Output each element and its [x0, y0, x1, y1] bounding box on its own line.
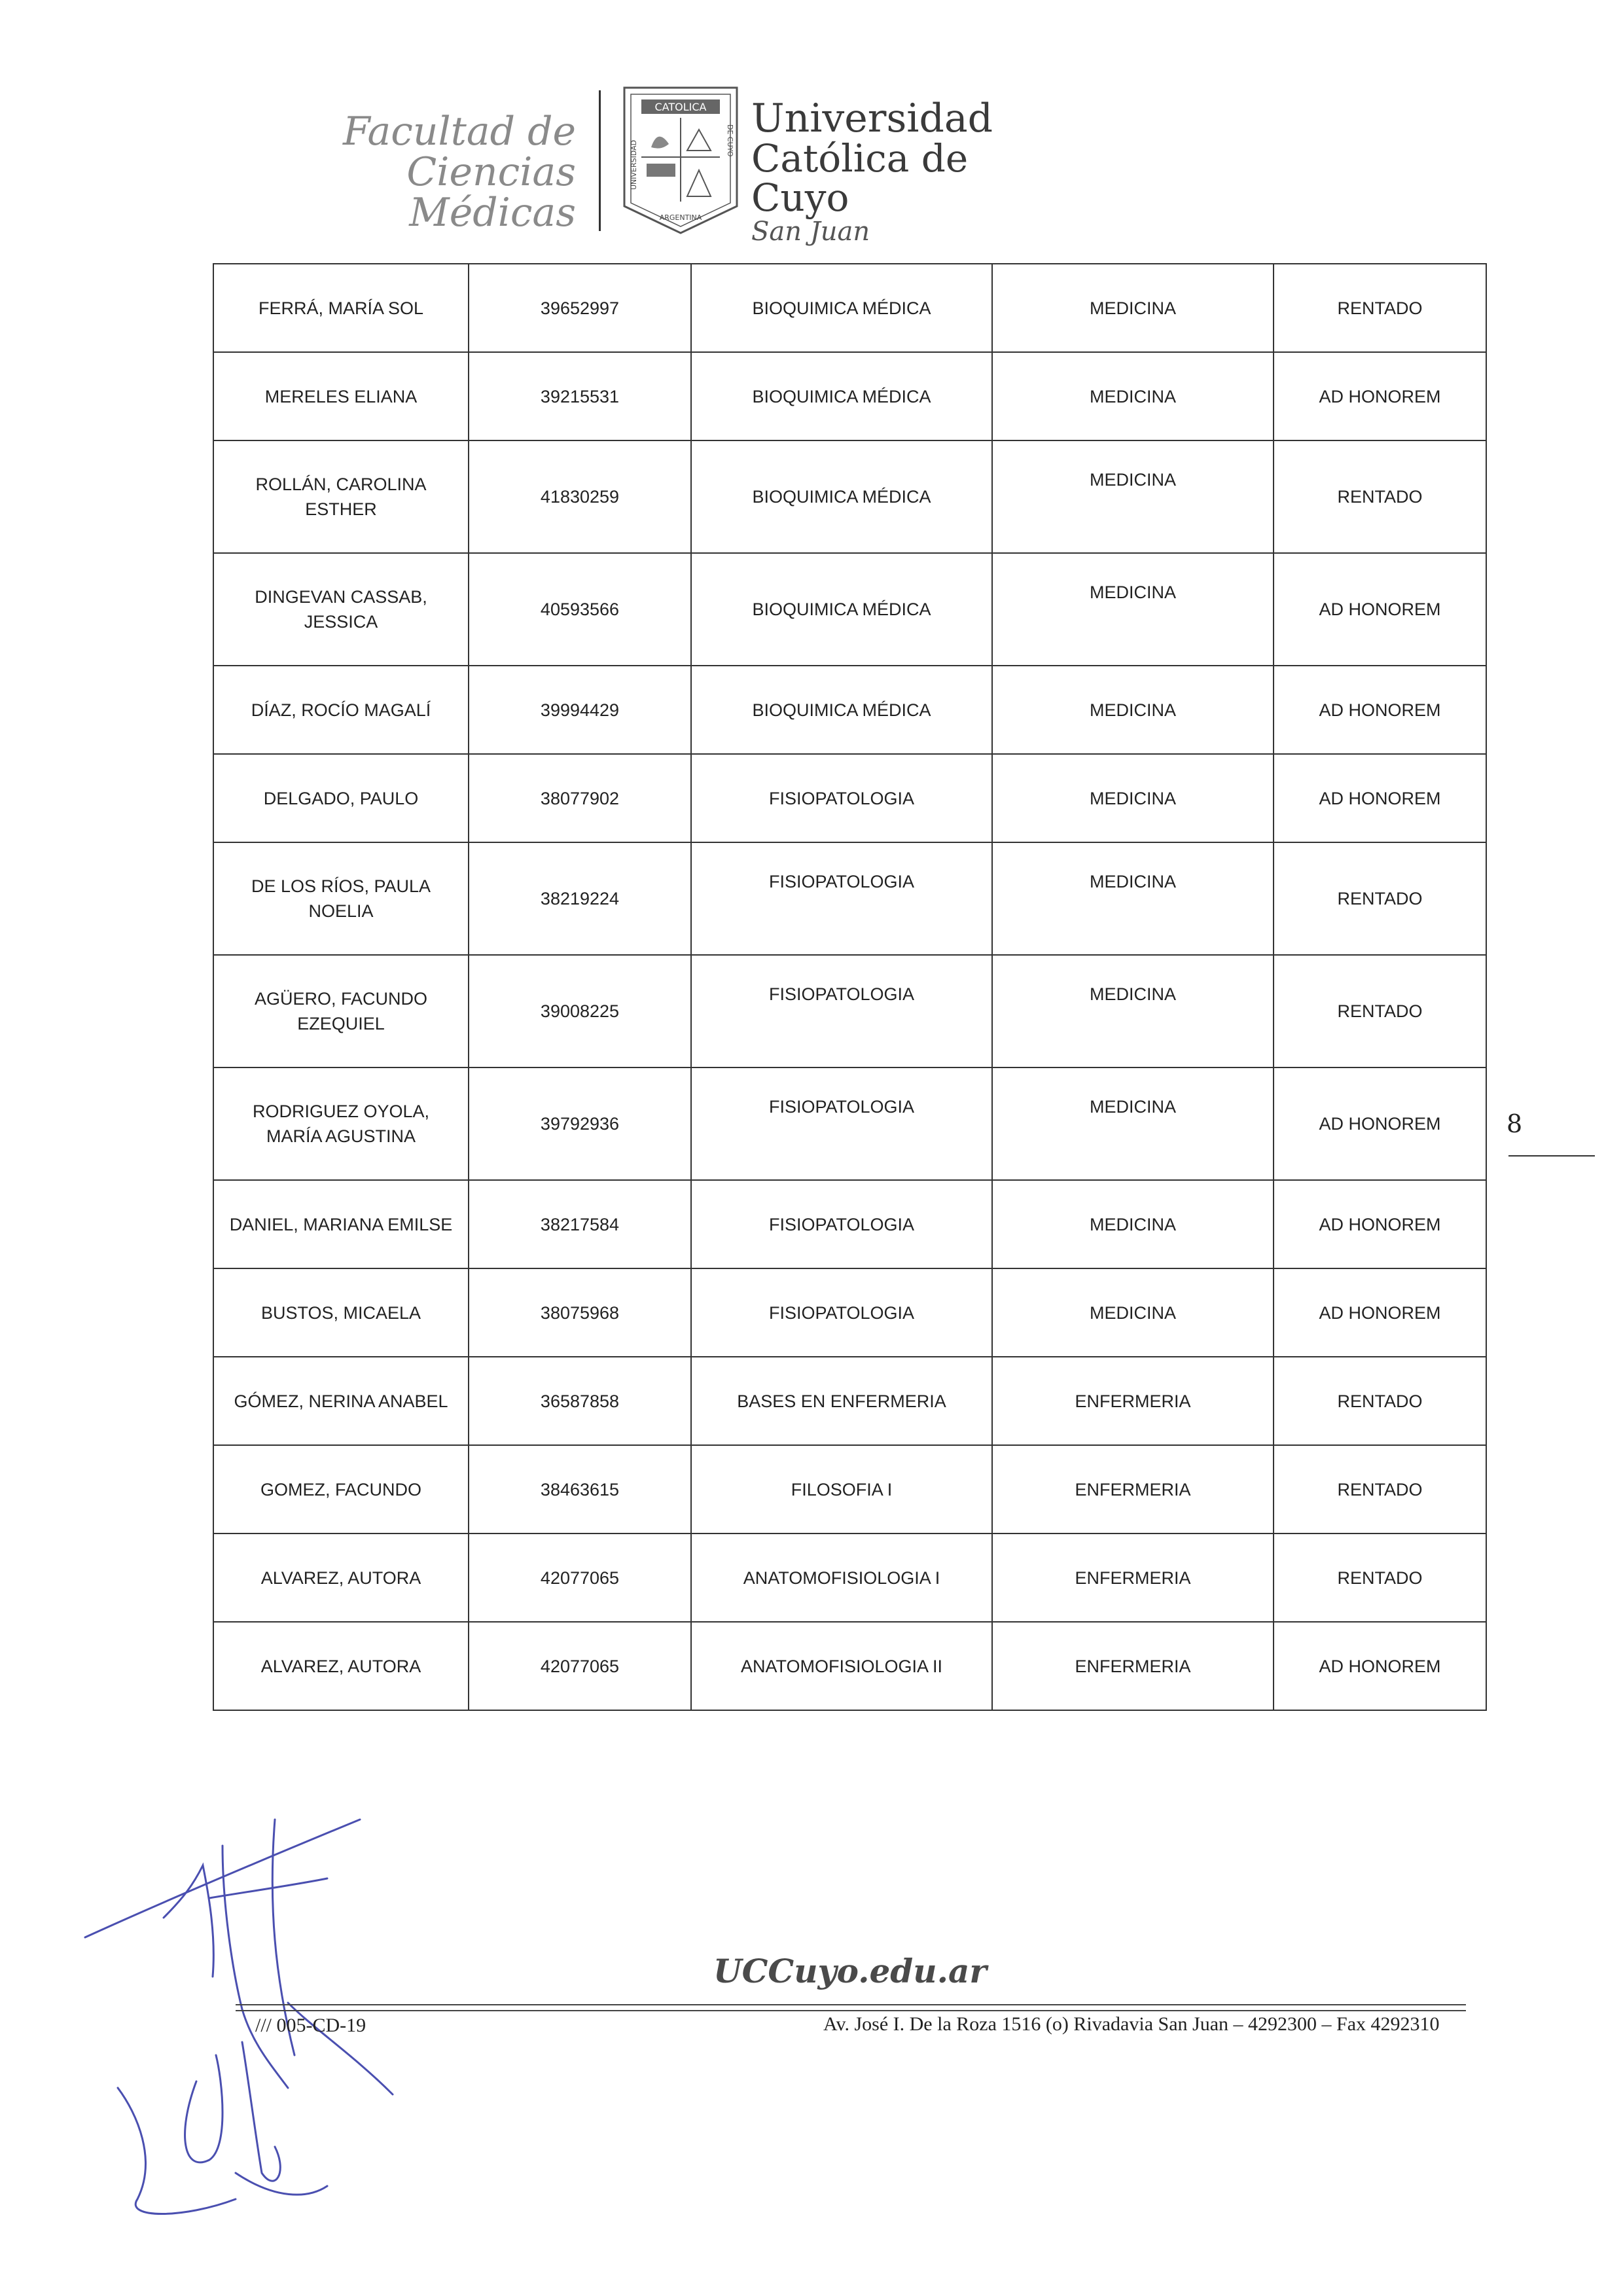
cell-status: AD HONOREM	[1274, 1268, 1486, 1357]
cell-name: ROLLÁN, CAROLINA ESTHER	[213, 440, 469, 553]
cell-career: ENFERMERIA	[992, 1534, 1274, 1622]
cell-subject: BIOQUIMICA MÉDICA	[691, 553, 992, 666]
university-crest-logo	[622, 85, 740, 236]
cell-subject: BIOQUIMICA MÉDICA	[691, 666, 992, 754]
cell-dni: 38075968	[469, 1268, 691, 1357]
table-row	[213, 1622, 1486, 1710]
table-row	[213, 264, 1486, 352]
cell-status: AD HONOREM	[1274, 666, 1486, 754]
cell-status: RENTADO	[1274, 842, 1486, 955]
table-row	[213, 1534, 1486, 1622]
svg-text:ARGENTINA: ARGENTINA	[659, 213, 702, 222]
cell-name: DANIEL, MARIANA EMILSE	[213, 1180, 469, 1268]
address-line: Av. José I. De la Roza 1516 (o) Rivadavia San Juan – 4292300 – Fax 4292310	[823, 2013, 1440, 2035]
table-row	[213, 1180, 1486, 1268]
table-row	[213, 1067, 1486, 1180]
cell-subject: BIOQUIMICA MÉDICA	[691, 352, 992, 440]
cell-name: ALVAREZ, AUTORA	[213, 1534, 469, 1622]
university-name-line1: Universidad	[751, 96, 993, 141]
cell-dni: 41830259	[469, 440, 691, 553]
cell-dni: 39994429	[469, 666, 691, 754]
table-row	[213, 553, 1486, 666]
cell-career: MEDICINA	[992, 666, 1274, 754]
table-row	[213, 1445, 1486, 1534]
staff-table-body	[213, 264, 1486, 1710]
cell-name: ALVAREZ, AUTORA	[213, 1622, 469, 1710]
cell-name: FERRÁ, MARÍA SOL	[213, 264, 469, 352]
cell-name: DÍAZ, ROCÍO MAGALÍ	[213, 666, 469, 754]
cell-subject: FISIOPATOLOGIA	[691, 754, 992, 842]
cell-subject: ANATOMOFISIOLOGIA II	[691, 1622, 992, 1710]
cell-status: AD HONOREM	[1274, 1622, 1486, 1710]
cell-name: DINGEVAN CASSAB, JESSICA	[213, 553, 469, 666]
cell-status: AD HONOREM	[1274, 1067, 1486, 1180]
cell-dni: 38219224	[469, 842, 691, 955]
cell-career: ENFERMERIA	[992, 1357, 1274, 1445]
cell-subject: FISIOPATOLOGIA	[691, 1067, 992, 1180]
cell-career: MEDICINA	[992, 1268, 1274, 1357]
table-row	[213, 842, 1486, 955]
staff-table	[213, 263, 1487, 1711]
cell-dni: 42077065	[469, 1622, 691, 1710]
cell-subject: FISIOPATOLOGIA	[691, 1180, 992, 1268]
cell-name: MERELES ELIANA	[213, 352, 469, 440]
cell-dni: 36587858	[469, 1357, 691, 1445]
cell-name: RODRIGUEZ OYOLA, MARÍA AGUSTINA	[213, 1067, 469, 1180]
cell-career: MEDICINA	[992, 754, 1274, 842]
cell-dni: 39215531	[469, 352, 691, 440]
cell-dni: 38077902	[469, 754, 691, 842]
table-row	[213, 440, 1486, 553]
table-row	[213, 754, 1486, 842]
cell-name: DELGADO, PAULO	[213, 754, 469, 842]
cell-career: MEDICINA	[992, 553, 1274, 666]
cell-status: AD HONOREM	[1274, 1180, 1486, 1268]
cell-status: RENTADO	[1274, 264, 1486, 352]
cell-status: RENTADO	[1274, 440, 1486, 553]
university-name	[751, 98, 1047, 246]
cell-subject: ANATOMOFISIOLOGIA I	[691, 1534, 992, 1622]
cell-career: MEDICINA	[992, 842, 1274, 955]
table-row	[213, 352, 1486, 440]
cell-career: ENFERMERIA	[992, 1622, 1274, 1710]
cell-status: RENTADO	[1274, 1357, 1486, 1445]
cell-subject: BASES EN ENFERMERIA	[691, 1357, 992, 1445]
cell-status: RENTADO	[1274, 1445, 1486, 1534]
university-name-line2: Católica de Cuyo	[751, 136, 969, 220]
document-reference: /// 005-CD-19	[255, 2015, 366, 2036]
cell-dni: 38463615	[469, 1445, 691, 1534]
cell-dni: 38217584	[469, 1180, 691, 1268]
website-link[interactable]: UCCuyo.edu.ar	[713, 1952, 987, 1990]
table-row	[213, 955, 1486, 1067]
cell-name: GÓMEZ, NERINA ANABEL	[213, 1357, 469, 1445]
page-number-rule	[1508, 1155, 1595, 1157]
university-city: San Juan	[751, 217, 870, 247]
table-row	[213, 666, 1486, 754]
cell-subject: FISIOPATOLOGIA	[691, 1268, 992, 1357]
cell-name: GOMEZ, FACUNDO	[213, 1445, 469, 1534]
svg-text:DE CUYO: DE CUYO	[726, 124, 734, 157]
svg-text:CATOLICA: CATOLICA	[654, 101, 707, 113]
cell-status: RENTADO	[1274, 1534, 1486, 1622]
cell-name: BUSTOS, MICAELA	[213, 1268, 469, 1357]
cell-dni: 42077065	[469, 1534, 691, 1622]
cell-dni: 39008225	[469, 955, 691, 1067]
cell-dni: 40593566	[469, 553, 691, 666]
cell-dni: 39652997	[469, 264, 691, 352]
faculty-name	[196, 109, 576, 236]
faculty-name-line2: Médicas	[409, 190, 576, 236]
table-row	[213, 1268, 1486, 1357]
table-row	[213, 1357, 1486, 1445]
footer-rule	[236, 2004, 1466, 2011]
cell-status: AD HONOREM	[1274, 754, 1486, 842]
cell-subject: BIOQUIMICA MÉDICA	[691, 264, 992, 352]
cell-subject: FILOSOFIA I	[691, 1445, 992, 1534]
cell-career: MEDICINA	[992, 1067, 1274, 1180]
cell-subject: BIOQUIMICA MÉDICA	[691, 440, 992, 553]
cell-career: ENFERMERIA	[992, 1445, 1274, 1534]
cell-name: DE LOS RÍOS, PAULA NOELIA	[213, 842, 469, 955]
cell-career: MEDICINA	[992, 440, 1274, 553]
cell-dni: 39792936	[469, 1067, 691, 1180]
cell-career: MEDICINA	[992, 955, 1274, 1067]
cell-career: MEDICINA	[992, 1180, 1274, 1268]
svg-text:UNIVERSIDAD: UNIVERSIDAD	[630, 139, 638, 190]
cell-status: AD HONOREM	[1274, 352, 1486, 440]
cell-status: RENTADO	[1274, 955, 1486, 1067]
cell-career: MEDICINA	[992, 264, 1274, 352]
letterhead-divider	[599, 90, 601, 231]
cell-career: MEDICINA	[992, 352, 1274, 440]
cell-subject: FISIOPATOLOGIA	[691, 842, 992, 955]
faculty-name-line1: Facultad de Ciencias	[342, 109, 576, 195]
cell-subject: FISIOPATOLOGIA	[691, 955, 992, 1067]
cell-status: AD HONOREM	[1274, 553, 1486, 666]
letterhead	[196, 79, 1047, 247]
page-number: 8	[1507, 1109, 1523, 1138]
cell-name: AGÜERO, FACUNDO EZEQUIEL	[213, 955, 469, 1067]
